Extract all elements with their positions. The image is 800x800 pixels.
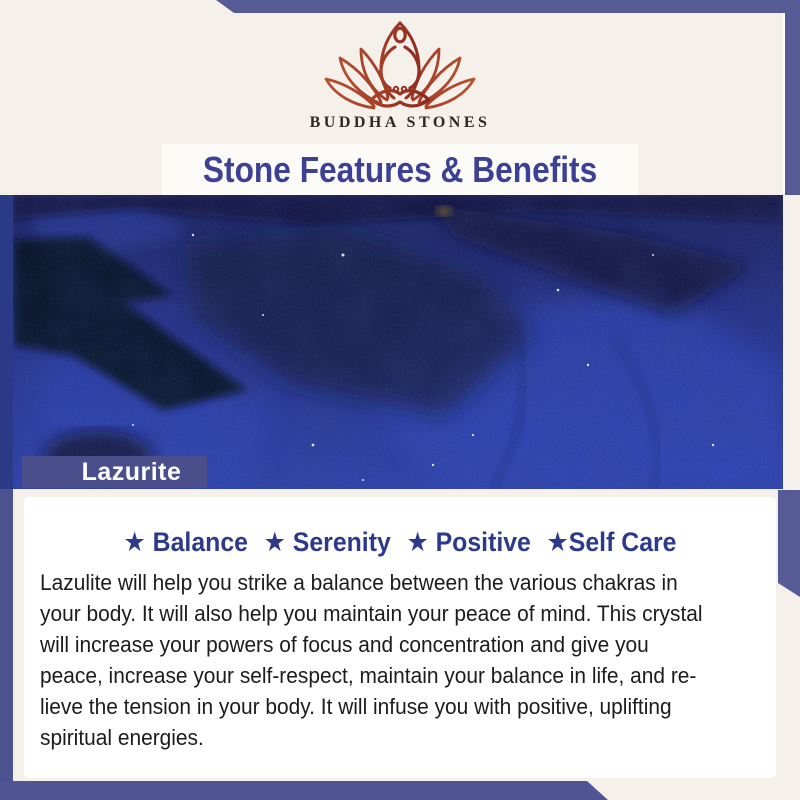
brand-name: BUDDHA STONES xyxy=(309,114,491,131)
description-line: your body. It will also help you maintain your peace of mind. This crystal xyxy=(40,601,703,626)
benefits-keywords xyxy=(54,527,746,558)
left-edge-strip xyxy=(0,195,13,489)
stone-description xyxy=(40,567,724,753)
right-ribbon-top xyxy=(783,13,800,195)
benefit-balance: ★ Balance xyxy=(123,527,248,557)
left-edge-strip-lower xyxy=(0,489,13,800)
description-line: spiritual energies. xyxy=(40,725,204,750)
benefits-card xyxy=(24,497,776,778)
benefit-serenity: ★ Serenity xyxy=(263,527,391,557)
right-ribbon-bottom xyxy=(778,490,800,597)
stone-name-tag xyxy=(22,456,207,488)
description-line: will increase your powers of focus and concentration and give you xyxy=(40,632,649,657)
description-line: lieve the tension in your body. It will infuse you with positive, uplifting xyxy=(40,694,672,719)
description-line: Lazulite will help you strike a balance between the various chakras in xyxy=(40,570,678,595)
description-line: peace, increase your self-respect, maintain your balance in life, and re- xyxy=(40,663,697,688)
benefit-positive: ★ Positive xyxy=(406,527,531,557)
benefit-self-care: ★Self Care xyxy=(546,527,677,557)
bottom-ribbon xyxy=(0,781,608,800)
lazurite-stone-photo xyxy=(13,195,783,489)
lotus-meditation-icon xyxy=(310,20,490,116)
page-title: Stone Features & Benefits xyxy=(202,148,598,190)
heading-strip xyxy=(162,144,638,195)
top-ribbon xyxy=(216,0,800,13)
stone-name-label: Lazurite xyxy=(81,457,182,486)
